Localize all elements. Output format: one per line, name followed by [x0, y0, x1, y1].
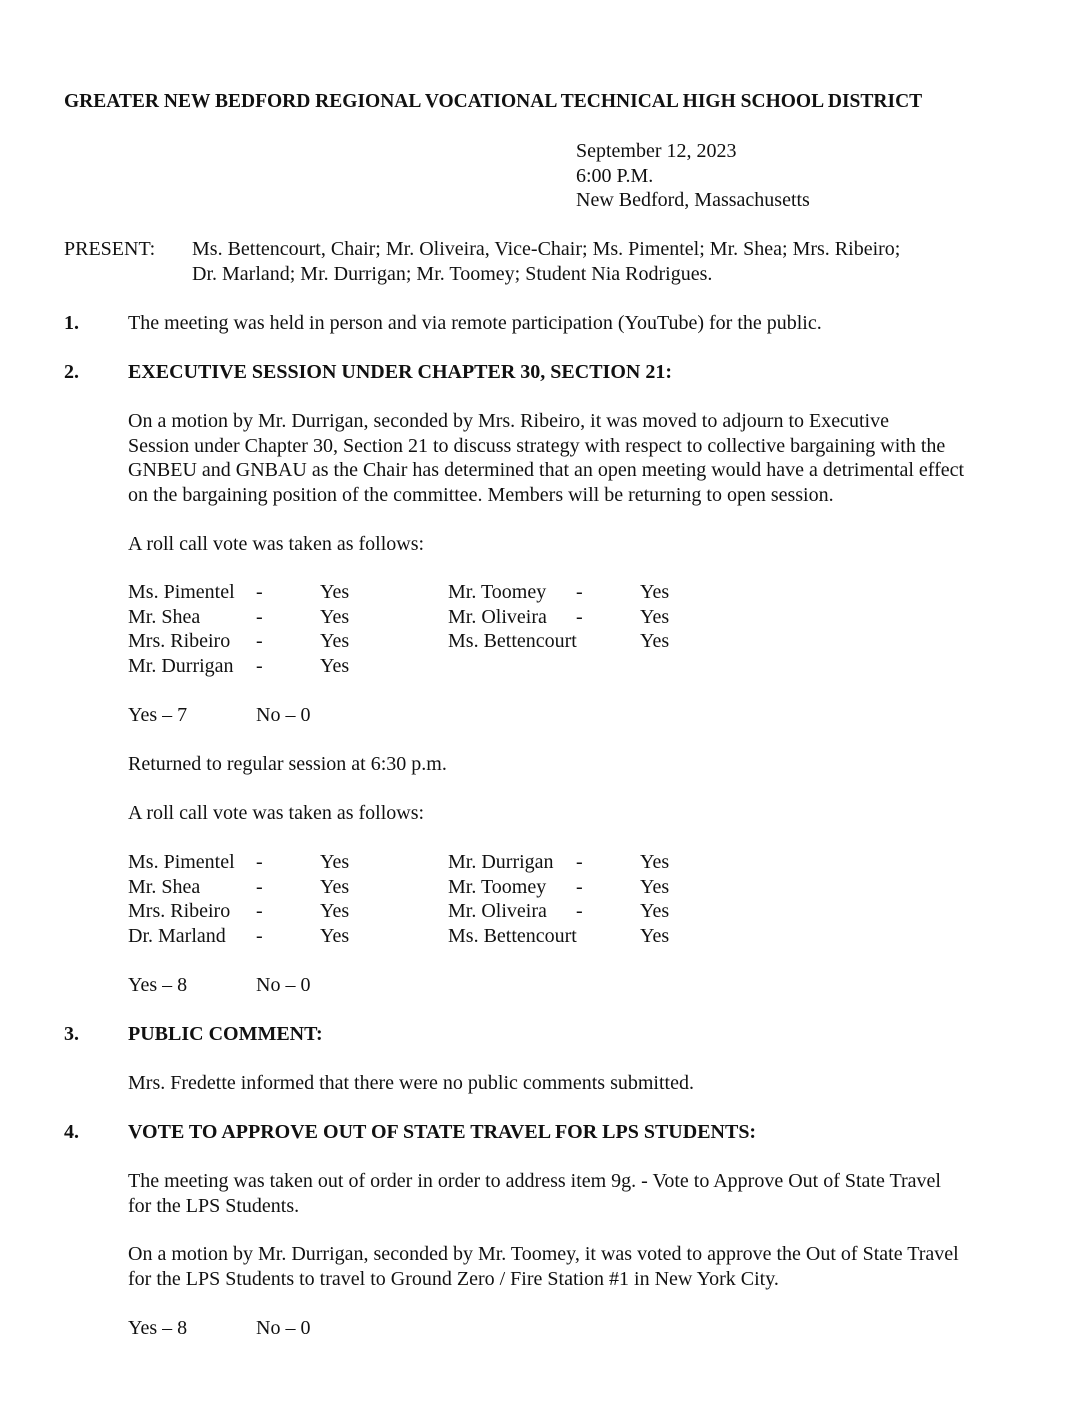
- present-line-1: Ms. Bettencourt, Chair; Mr. Oliveira, Vice-Chair; Ms. Pimentel; Mr. Shea; Mrs. Ribeiro;: [192, 238, 901, 260]
- meeting-date: September 12, 2023: [576, 140, 737, 162]
- roll-call-intro: A roll call vote was taken as follows:: [128, 533, 425, 555]
- vote-value: Yes: [640, 581, 670, 603]
- vote-dash: -: [256, 581, 263, 603]
- item-4-paragraph-1: [128, 1169, 1028, 1218]
- item-1-text: The meeting was held in person and via remote participation (YouTube) for the public.: [128, 312, 822, 334]
- paragraph-line: for the LPS Students to travel to Ground Zero / Fire Station #1 in New York City.: [128, 1267, 779, 1290]
- vote-value: Yes: [320, 605, 350, 628]
- item-1-number: 1.: [64, 312, 79, 334]
- vote-value: Yes: [320, 654, 350, 677]
- voter-name: Ms. Pimentel: [128, 851, 235, 873]
- present-label: PRESENT:: [64, 238, 156, 260]
- voter-name: Mr. Oliveira: [448, 605, 547, 628]
- vote-dash: -: [576, 875, 583, 898]
- vote-dash: -: [256, 924, 263, 947]
- vote-value: Yes: [320, 924, 350, 947]
- voter-name: Mr. Toomey: [448, 581, 547, 603]
- motion-line: Session under Chapter 30, Section 21 to discuss strategy with respect to collective bargaining with the: [128, 434, 946, 457]
- vote-1-yes-total: Yes – 7: [128, 704, 188, 726]
- motion-line: GNBEU and GNBAU as the Chair has determined that an open meeting would have a detrimental effect: [128, 459, 965, 481]
- item-3-text: Mrs. Fredette informed that there were no public comments submitted.: [128, 1072, 694, 1094]
- voter-name: Ms. Bettencourt: [448, 924, 577, 947]
- vote-dash: -: [256, 851, 263, 873]
- voter-name: Mr. Oliveira: [448, 900, 547, 922]
- returned-session: Returned to regular session at 6:30 p.m.: [128, 753, 447, 775]
- vote-value: Yes: [320, 875, 350, 898]
- item-4-heading: VOTE TO APPROVE OUT OF STATE TRAVEL FOR LPS STUDENTS:: [128, 1121, 757, 1143]
- meeting-location: New Bedford, Massachusetts: [576, 189, 810, 211]
- voter-name: Mr. Shea: [128, 875, 201, 898]
- item-4-yes-total: Yes – 8: [128, 1317, 188, 1339]
- motion-line: On a motion by Mr. Durrigan, seconded by Mrs. Ribeiro, it was moved to adjourn to Executive: [128, 410, 889, 432]
- meeting-time: 6:00 P.M.: [576, 164, 654, 187]
- vote-dash: -: [256, 900, 263, 922]
- vote-dash: -: [256, 630, 263, 652]
- vote-2-yes-total: Yes – 8: [128, 974, 188, 996]
- paragraph-line: for the LPS Students.: [128, 1194, 300, 1217]
- vote-dash: -: [256, 605, 263, 628]
- vote-dash: -: [576, 605, 583, 628]
- voter-name: Mrs. Ribeiro: [128, 630, 231, 652]
- voter-name: Mr. Toomey: [448, 875, 547, 898]
- item-4-no-total: No – 0: [256, 1317, 311, 1339]
- vote-dash: -: [576, 581, 583, 603]
- item-3-heading: PUBLIC COMMENT:: [128, 1023, 323, 1045]
- present-line-2: Dr. Marland; Mr. Durrigan; Mr. Toomey; Student Nia Rodrigues.: [192, 262, 713, 285]
- vote-value: Yes: [320, 581, 350, 603]
- vote-1-no-total: No – 0: [256, 704, 311, 726]
- item-4-number: 4.: [64, 1121, 79, 1143]
- paragraph-line: The meeting was taken out of order in order to address item 9g. - Vote to Approve Out of State Travel: [128, 1170, 941, 1192]
- voter-name: Mrs. Ribeiro: [128, 900, 231, 922]
- vote-value: Yes: [640, 900, 670, 922]
- vote-value: Yes: [640, 924, 670, 947]
- roll-call-intro-2: A roll call vote was taken as follows:: [128, 802, 425, 824]
- item-2-number: 2.: [64, 361, 79, 383]
- voter-name: Mr. Shea: [128, 605, 201, 628]
- vote-value: Yes: [640, 851, 670, 873]
- voter-name: Dr. Marland: [128, 924, 226, 947]
- voter-name: Mr. Durrigan: [448, 851, 554, 873]
- vote-dash: -: [256, 654, 263, 677]
- voter-name: Mr. Durrigan: [128, 654, 234, 677]
- vote-dash: -: [256, 875, 263, 898]
- vote-value: Yes: [640, 605, 670, 628]
- item-4-paragraph-2: [128, 1242, 1028, 1291]
- voter-name: Ms. Pimentel: [128, 581, 235, 603]
- vote-value: Yes: [320, 900, 350, 922]
- vote-value: Yes: [640, 630, 670, 652]
- vote-value: Yes: [320, 851, 350, 873]
- meeting-info: [576, 139, 810, 213]
- vote-value: Yes: [320, 630, 350, 652]
- item-2-heading: EXECUTIVE SESSION UNDER CHAPTER 30, SECTION 21:: [128, 361, 672, 383]
- vote-dash: -: [576, 851, 583, 873]
- document-title: GREATER NEW BEDFORD REGIONAL VOCATIONAL TECHNICAL HIGH SCHOOL DISTRICT: [64, 91, 923, 112]
- voter-name: Ms. Bettencourt: [448, 630, 577, 652]
- vote-dash: -: [576, 900, 583, 922]
- vote-2-no-total: No – 0: [256, 974, 311, 996]
- item-3-number: 3.: [64, 1023, 79, 1045]
- motion-line: on the bargaining position of the committee. Members will be returning to open session.: [128, 483, 834, 506]
- paragraph-line: On a motion by Mr. Durrigan, seconded by Mr. Toomey, it was voted to approve the Out of State Travel: [128, 1243, 959, 1265]
- vote-value: Yes: [640, 875, 670, 898]
- item-2-motion: [128, 409, 1028, 507]
